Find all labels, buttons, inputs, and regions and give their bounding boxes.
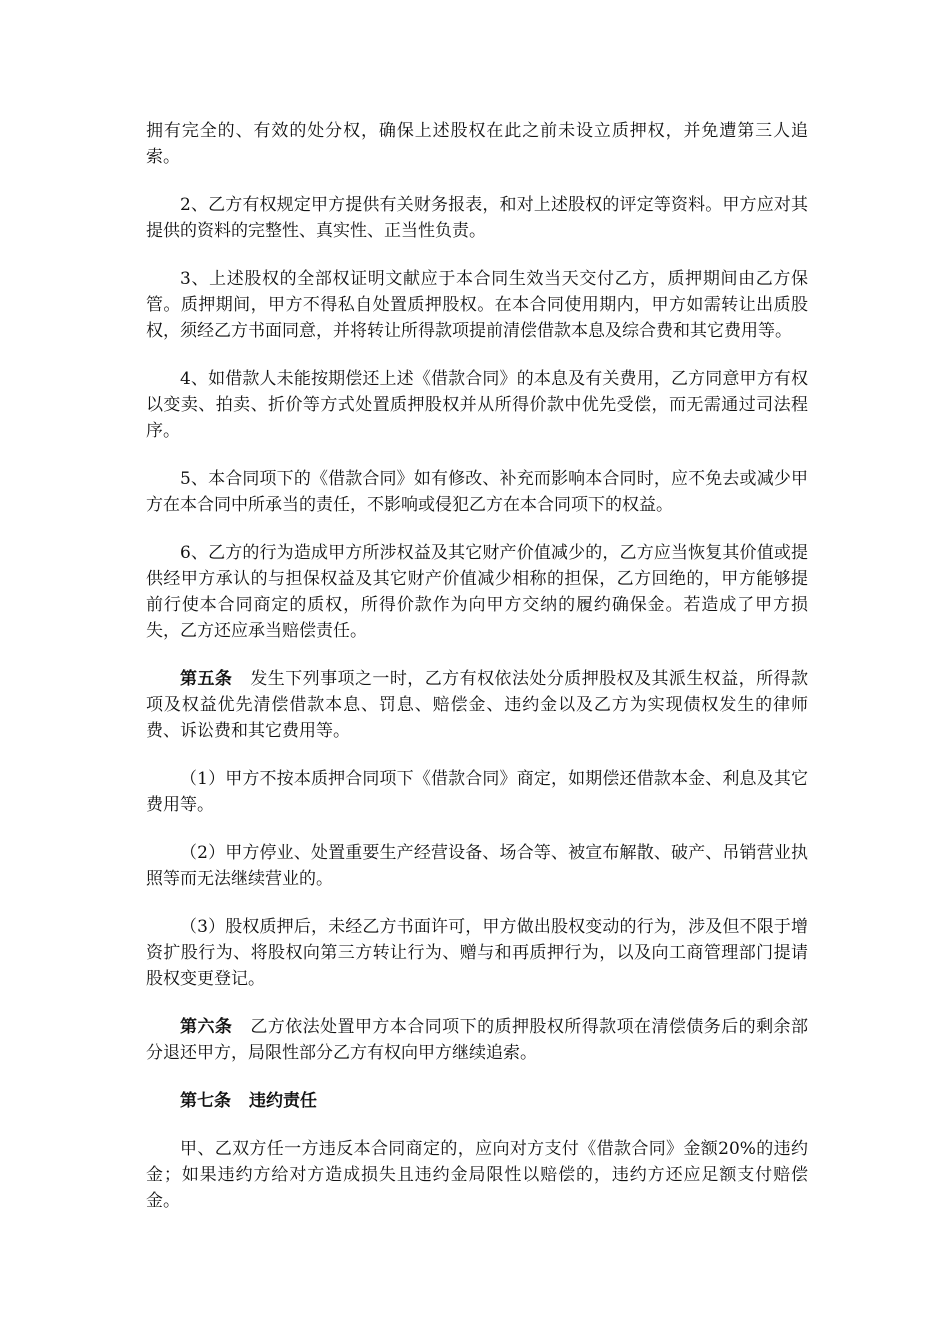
article-6-heading: 第六条 — [180, 1017, 233, 1037]
article-5-heading: 第五条 — [180, 669, 233, 689]
article-6 — [146, 1014, 808, 1066]
clause-5: 5、本合同项下的《借款合同》如有修改、补充而影响本合同时，应不免去或减少甲方在本合同中所承当的责任，不影响或侵犯乙方在本合同项下的权益。 — [146, 469, 808, 515]
clause-4: 4、如借款人未能按期偿还上述《借款合同》的本息及有关费用，乙方同意甲方有权以变卖、拍卖、折价等方式处置质押股权并从所得价款中优先受偿，而无需通过司法程序。 — [146, 369, 808, 441]
article-5 — [146, 666, 808, 744]
article-7-text: 甲、乙双方任一方违反本合同商定的，应向对方支付《借款合同》金额20%的违约金；如果违约方给对方造成损失且违约金局限性以赔偿的，违约方还应足额支付赔偿金。 — [146, 1139, 808, 1211]
article-7-heading: 第七条 — [180, 1091, 231, 1111]
paragraph-continuation: 拥有完全的、有效的处分权，确保上述股权在此之前未设立质押权，并免遭第三人追索。 — [146, 121, 808, 167]
article-5-item-1: （1）甲方不按本质押合同项下《借款合同》商定，如期偿还借款本金、利息及其它费用等。 — [146, 769, 808, 815]
clause-6: 6、乙方的行为造成甲方所涉权益及其它财产价值减少的，乙方应当恢复其价值或提供经甲方承认的与担保权益及其它财产价值减少相称的担保，乙方回绝的，甲方能够提前行使本合同商定的质权，所得价款作为向甲方交纳的履约确保金。若造成了甲方损失，乙方还应承当赔偿责任。 — [146, 543, 808, 641]
clause-2: 2、乙方有权规定甲方提供有关财务报表，和对上述股权的评定等资料。甲方应对其提供的资料的完整性、真实性、正当性负责。 — [146, 195, 808, 241]
article-5-item-3: （3）股权质押后，未经乙方书面许可，甲方做出股权变动的行为，涉及但不限于增资扩股行为、将股权向第三方转让行为、赠与和再质押行为，以及向工商管理部门提请股权变更登记。 — [146, 917, 808, 989]
article-5-item-2: （2）甲方停业、处置重要生产经营设备、场合等、被宣布解散、破产、吊销营业执照等而无法继续营业的。 — [146, 843, 808, 889]
clause-3: 3、上述股权的全部权证明文献应于本合同生效当天交付乙方，质押期间由乙方保管。质押期间，甲方不得私自处置质押股权。在本合同使用期内，甲方如需转让出质股权，须经乙方书面同意，并将转让所得款项提前清偿借款本息及综合费和其它费用等。 — [146, 269, 808, 341]
article-7-title: 违约责任 — [249, 1091, 317, 1111]
article-5-text: 发生下列事项之一时，乙方有权依法处分质押股权及其派生权益，所得款项及权益优先清偿借款本息、罚息、赔偿金、违约金以及乙方为实现债权发生的律师费、诉讼费和其它费用等。 — [146, 669, 809, 741]
article-6-text: 乙方依法处置甲方本合同项下的质押股权所得款项在清偿债务后的剩余部分退还甲方，局限性部分乙方有权向甲方继续追索。 — [146, 1017, 809, 1063]
document-body — [146, 118, 808, 1236]
article-7-heading-line — [146, 1088, 808, 1114]
